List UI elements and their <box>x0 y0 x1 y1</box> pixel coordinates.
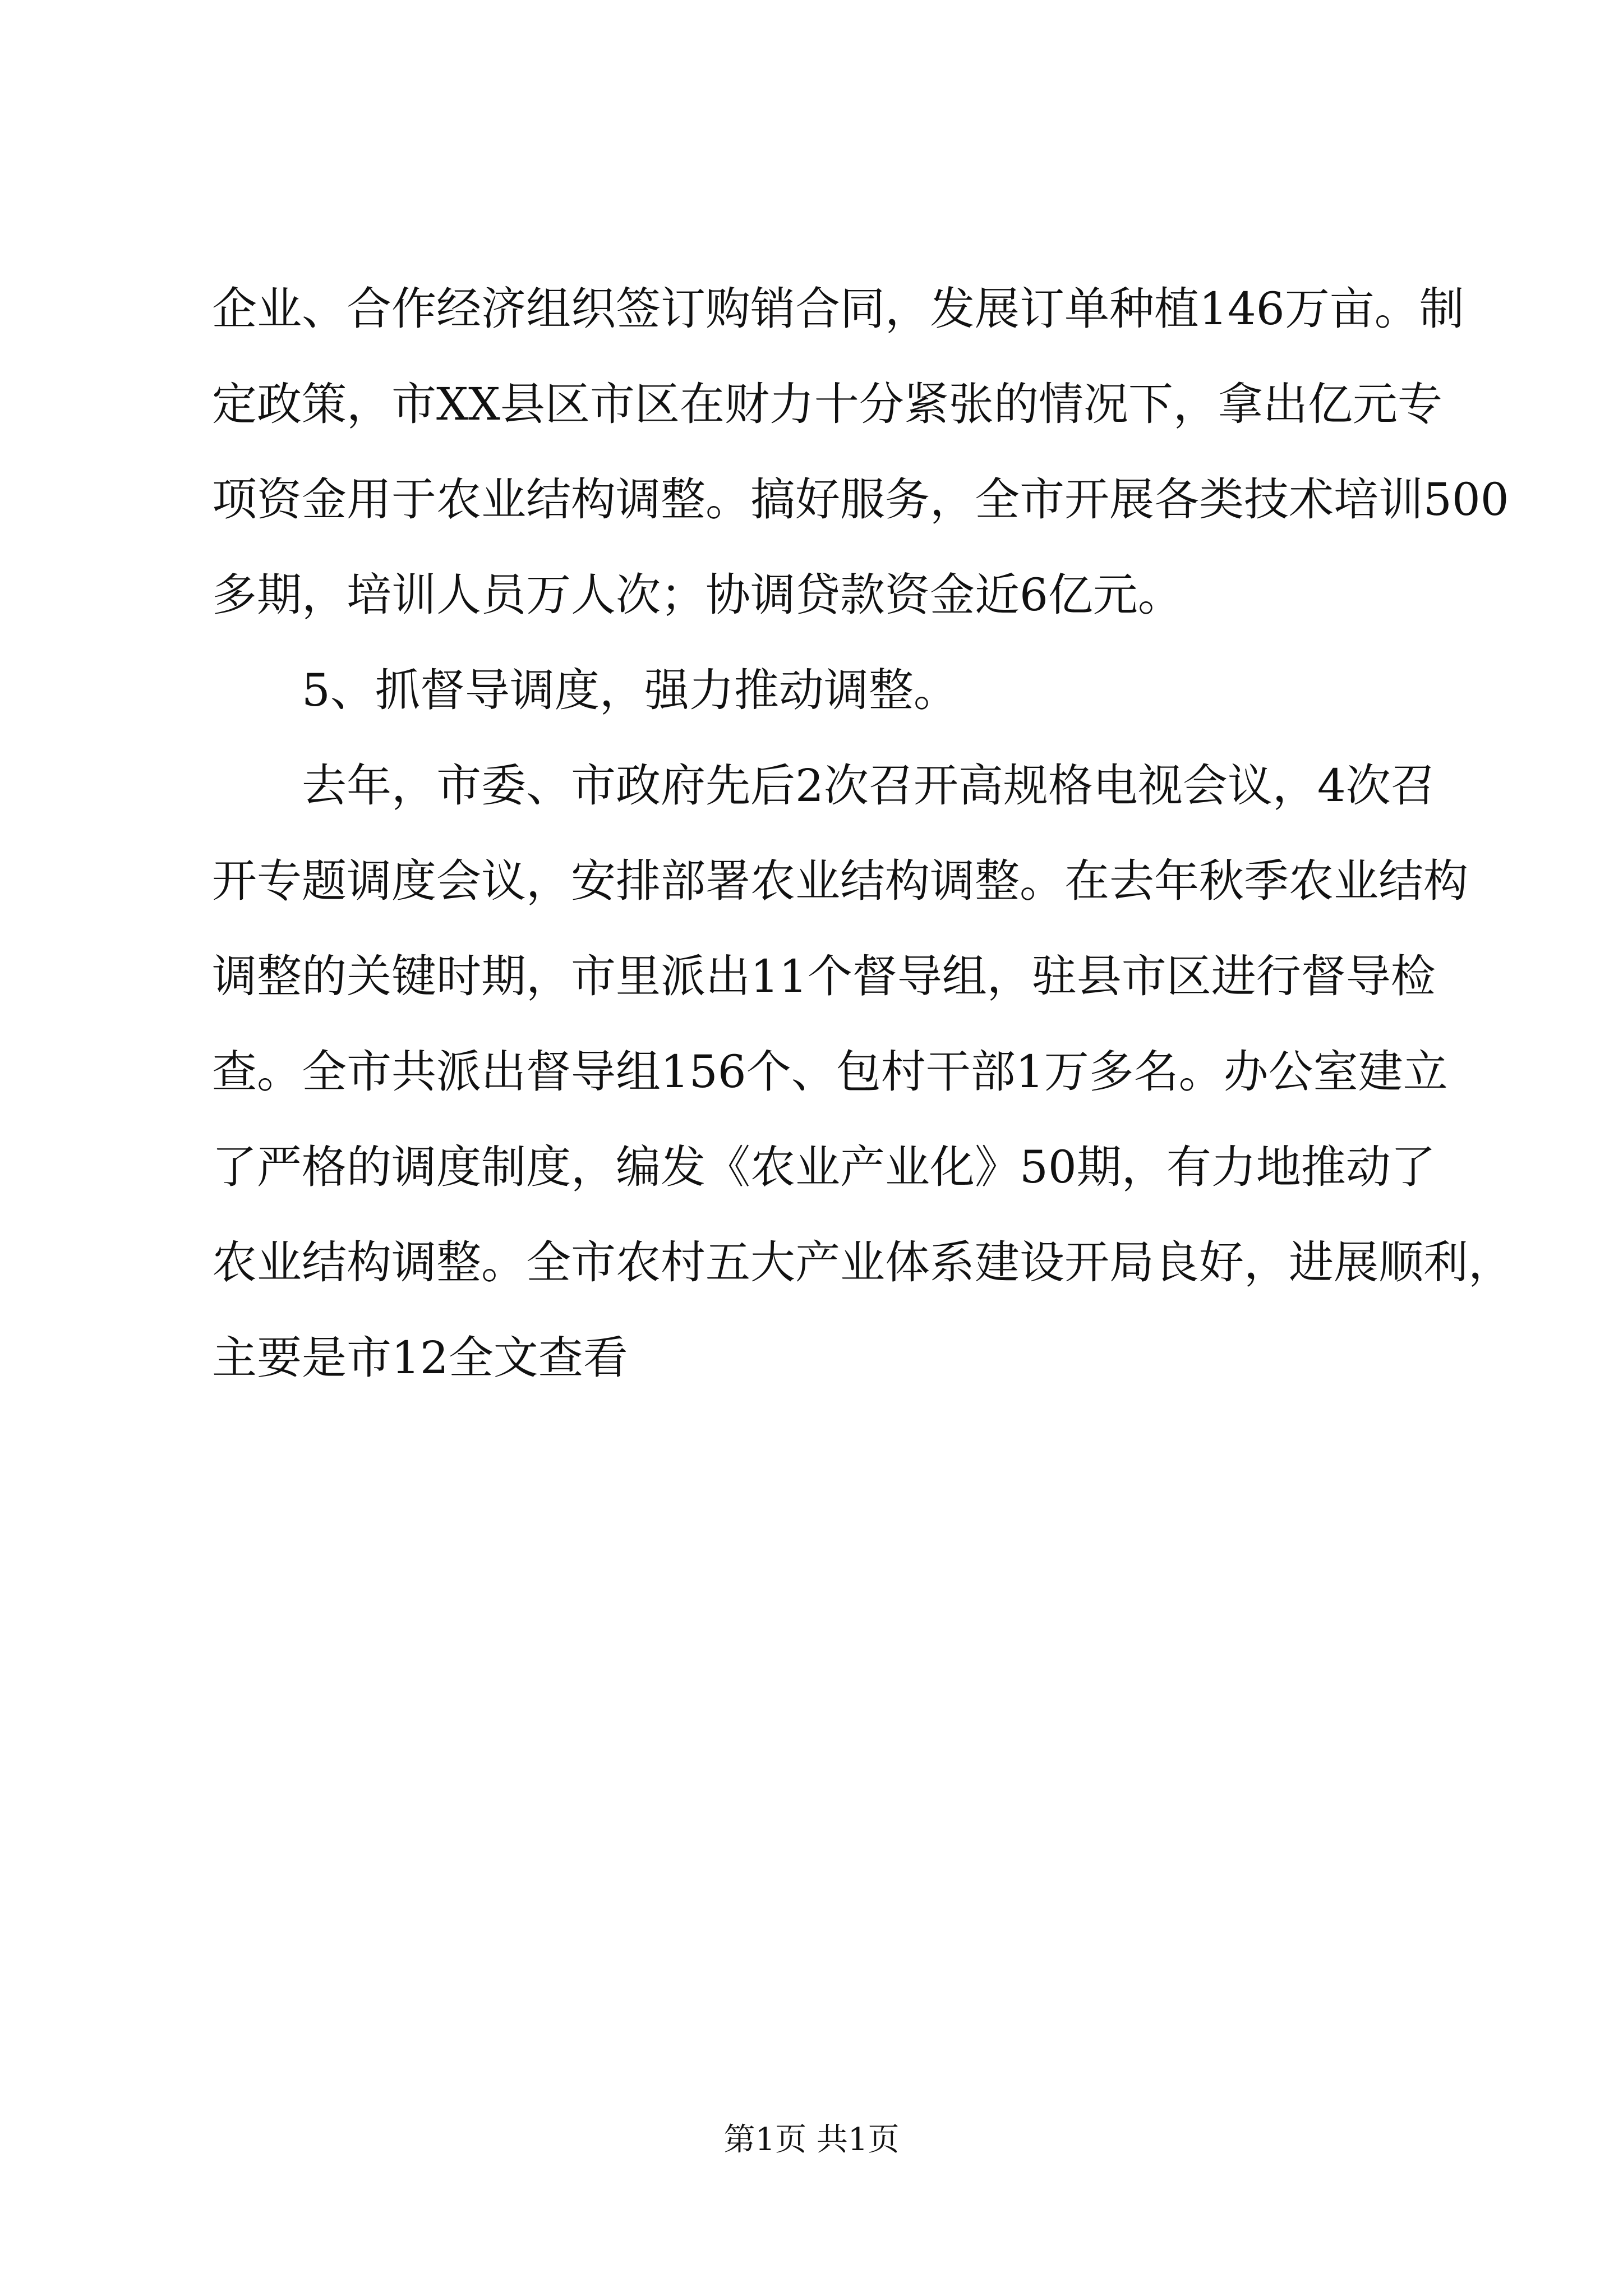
body-line: 去年，市委、市政府先后2次召开高规格电视会议，4次召 <box>302 760 1436 812</box>
document-body <box>212 261 1513 1406</box>
body-line: 调整的关键时期，市里派出11个督导组，驻县市区进行督导检 <box>212 950 1436 1002</box>
body-line: 项资金用于农业结构调整。搞好服务，全市开展各类技术培训500 <box>212 473 1509 526</box>
body-line: 多期，培训人员万人次；协调贷款资金近6亿元。 <box>212 569 1183 621</box>
body-line: 农业结构调整。全市农村五大产业体系建设开局良好，进展顺利， <box>212 1236 1513 1289</box>
page-footer: 第1页 共1页 <box>723 2122 900 2158</box>
body-line: 查。全市共派出督导组156个、包村干部1万多名。办公室建立 <box>212 1046 1448 1098</box>
body-line: 开专题调度会议，安排部署农业结构调整。在去年秋季农业结构 <box>212 855 1468 907</box>
section-heading: 5、抓督导调度，强力推动调整。 <box>302 664 958 716</box>
body-line: 企业、合作经济组织签订购销合同，发展订单种植146万亩。制 <box>212 283 1464 335</box>
body-line-with-link: 主要是市12全文查看 <box>212 1332 628 1384</box>
body-line: 了严格的调度制度，编发《农业产业化》50期，有力地推动了 <box>212 1141 1436 1193</box>
body-line: 定政策，市XX县区市区在财力十分紧张的情况下，拿出亿元专 <box>212 378 1442 430</box>
